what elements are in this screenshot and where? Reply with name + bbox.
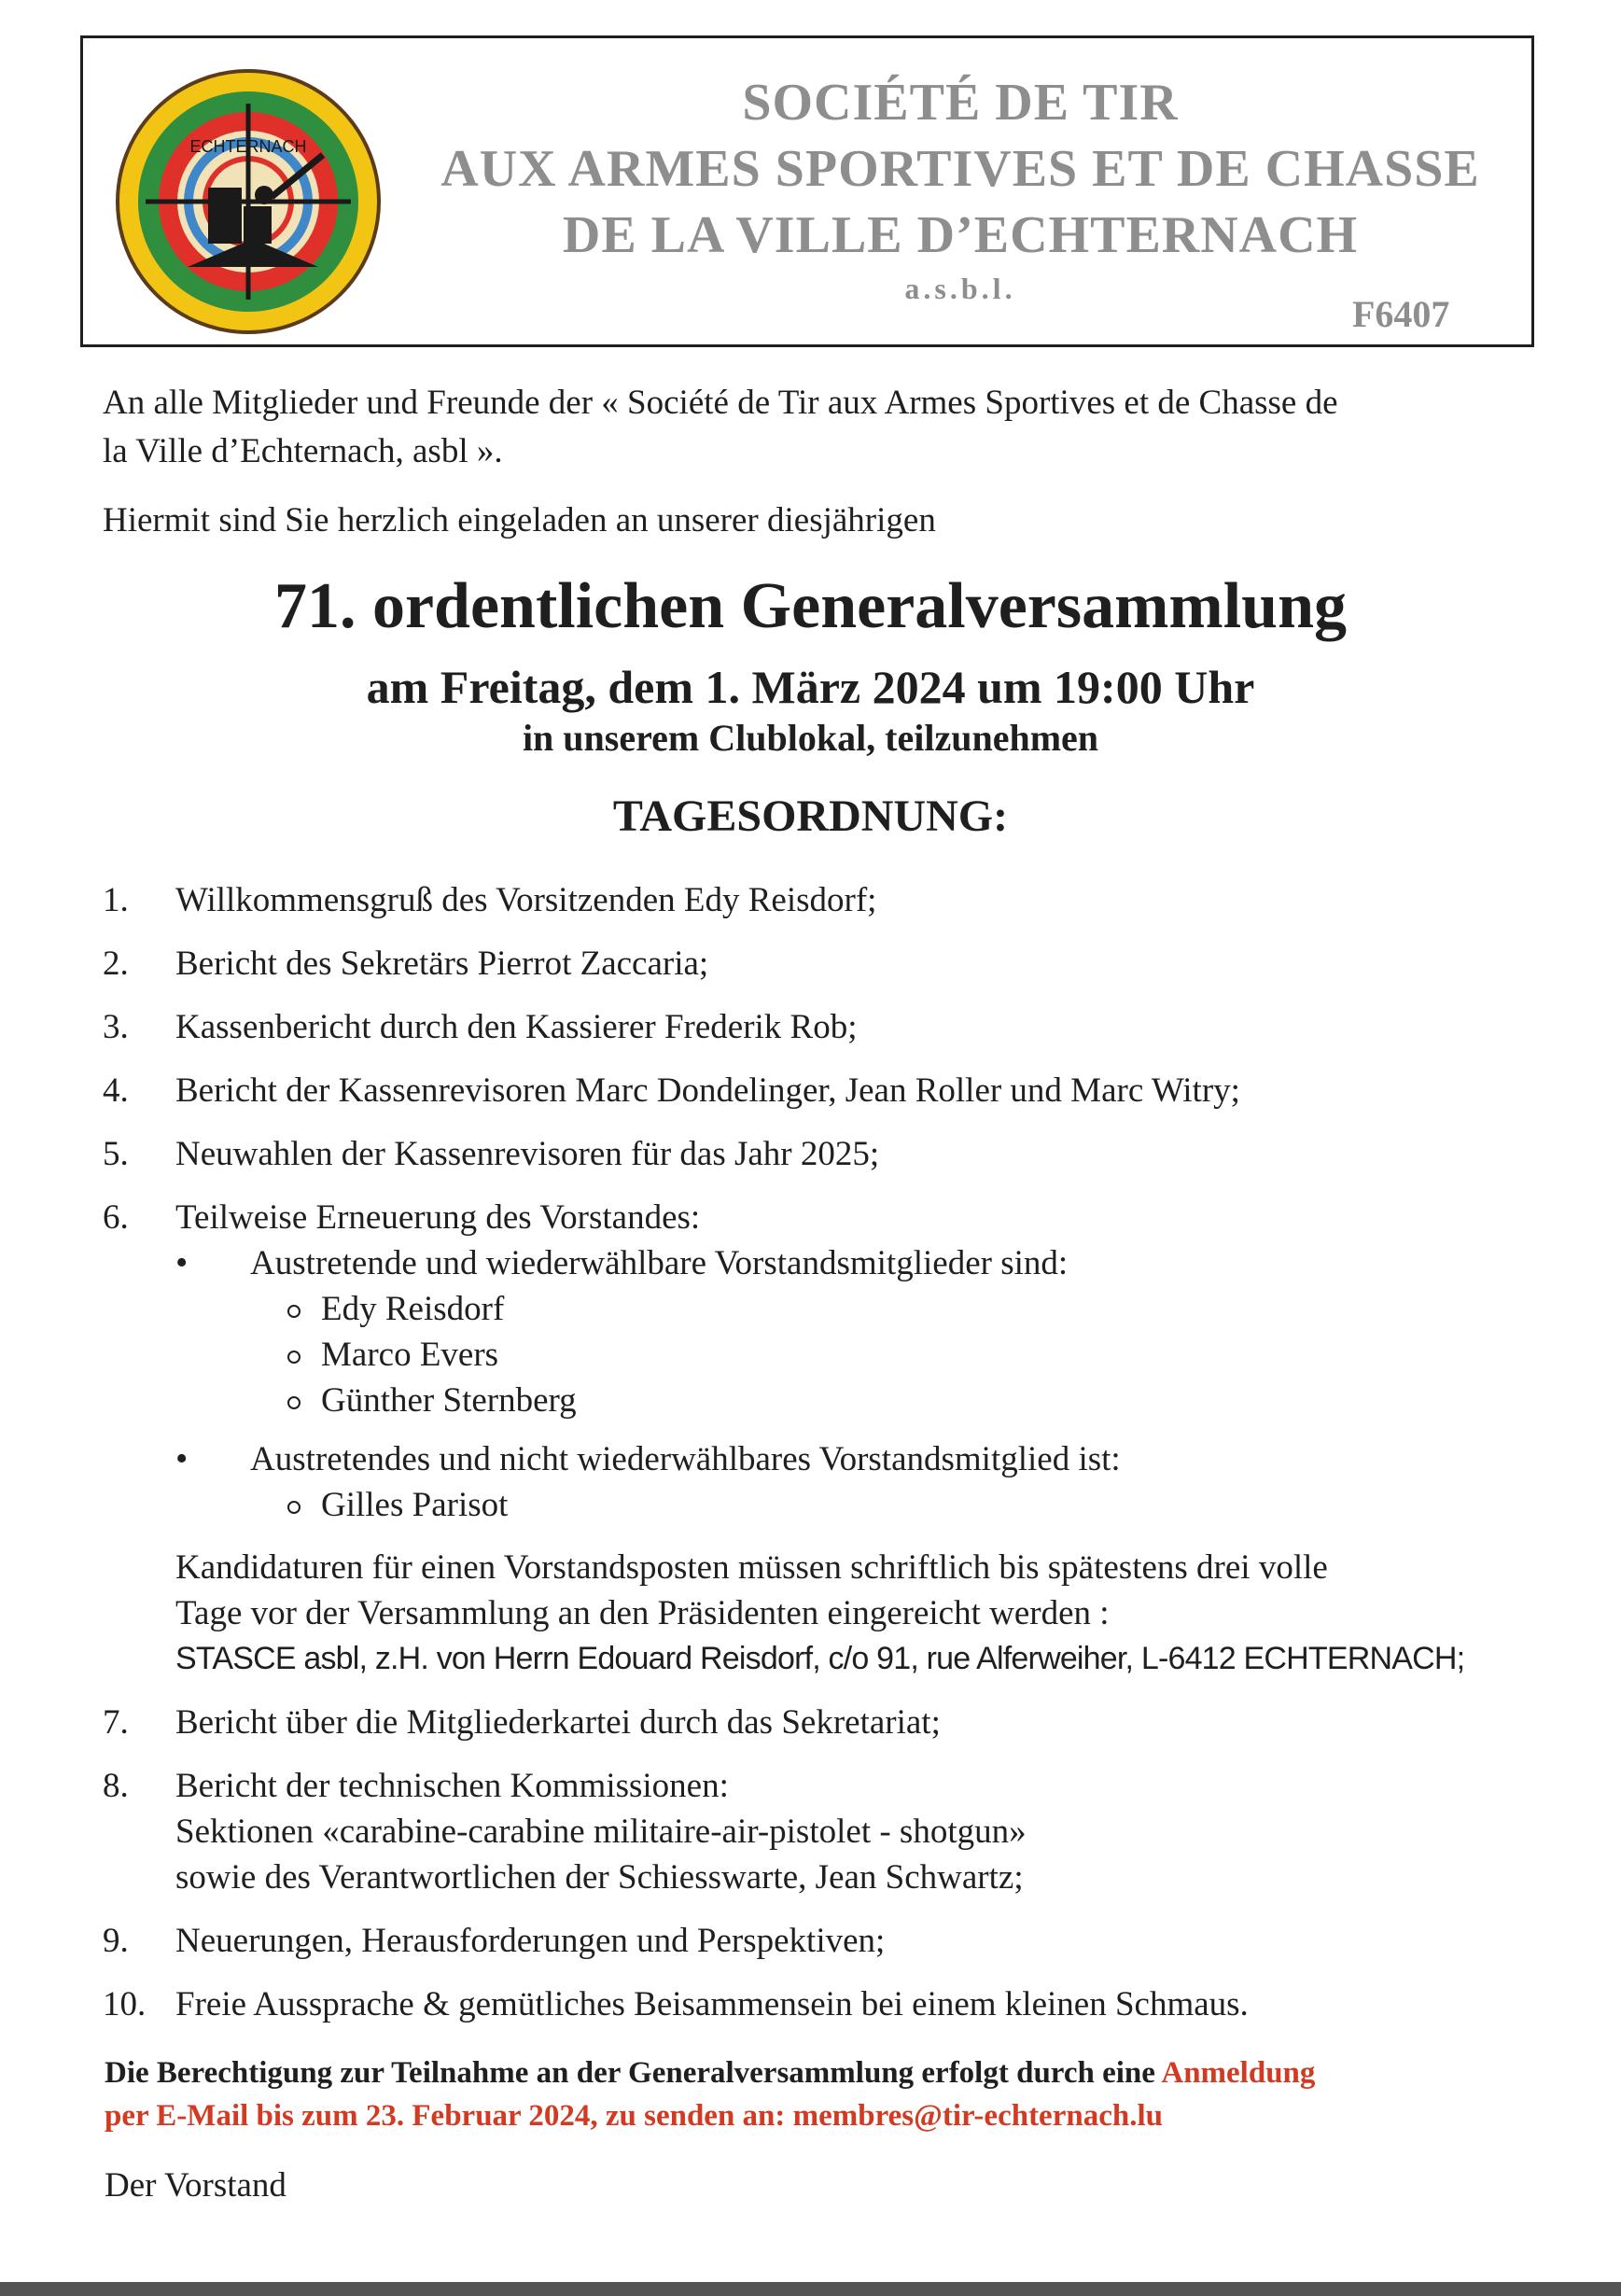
agenda-text-line-2: Sektionen «carabine-carabine militaire-air-pistolet - shotgun» xyxy=(175,1813,1027,1851)
name-list xyxy=(286,1286,1558,1423)
agenda-number: 8. xyxy=(103,1767,129,1805)
agenda-item-9 xyxy=(103,1918,1558,1964)
agenda-text: Bericht des Sekretärs Pierrot Zaccaria; xyxy=(175,945,709,983)
event-date: am Freitag, dem 1. März 2024 um 19:00 Uhr xyxy=(366,661,1255,713)
agenda-number: 5. xyxy=(103,1135,129,1173)
header-box xyxy=(80,35,1534,347)
agenda-text: Kassenbericht durch den Kassierer Frederik Rob; xyxy=(175,1008,858,1046)
logo-text: ECHTERNACH xyxy=(189,137,307,156)
registration-notice xyxy=(105,2051,1560,2137)
member-name: Günther Sternberg xyxy=(286,1378,1558,1423)
member-name: Marco Evers xyxy=(286,1332,1558,1378)
outgoing-not-reelectable xyxy=(175,1436,1558,1528)
invite-line: Hiermit sind Sie herzlich eingeladen an unserer diesjährigen xyxy=(103,501,936,539)
signature: Der Vorstand xyxy=(105,2166,286,2205)
agenda-item-4 xyxy=(103,1068,1558,1113)
asbl-label: a.s.b.l. xyxy=(904,272,1016,305)
agenda-item-8 xyxy=(103,1763,1558,1900)
agenda-number: 3. xyxy=(103,1008,129,1046)
agenda-item-1 xyxy=(103,877,1558,923)
agenda-item-3 xyxy=(103,1004,1558,1050)
agenda-heading: TAGESORDNUNG: xyxy=(612,791,1009,841)
agenda-text: Bericht der Kassenrevisoren Marc Dondelinger, Jean Roller und Marc Witry; xyxy=(175,1071,1240,1110)
bullet-text: Austretendes und nicht wiederwählbares Vorstandsmitglied ist: xyxy=(250,1440,1121,1478)
postal-address: STASCE asbl, z.H. von Herrn Edouard Reisdorf, c/o 91, rue Alferweiher, L-6412 ECHTERNACH; xyxy=(175,1641,1465,1676)
bullet-text: Austretende und wiederwählbare Vorstandsmitglieder sind: xyxy=(250,1244,1069,1282)
agenda-text: Freie Aussprache & gemütliches Beisammensein bei einem kleinen Schmaus. xyxy=(175,1985,1249,2023)
club-logo xyxy=(104,66,393,337)
member-name: Gilles Parisot xyxy=(286,1482,1558,1528)
intro-paragraph xyxy=(103,379,1558,476)
agenda-number: 1. xyxy=(103,881,129,919)
bullet-icon: • xyxy=(175,1243,189,1282)
agenda-text: Bericht der technischen Kommissionen: xyxy=(175,1767,729,1805)
agenda-number: 7. xyxy=(103,1703,129,1742)
outgoing-reelectable xyxy=(175,1240,1558,1423)
agenda-number: 4. xyxy=(103,1071,129,1110)
agenda-number: 10. xyxy=(103,1985,147,2023)
reference-code: F6407 xyxy=(1352,293,1450,335)
event-title: 71. ordentlichen Generalversammlung xyxy=(273,570,1348,642)
event-place: in unserem Clublokal, teilzunehmen xyxy=(522,717,1099,759)
intro-line-1: An alle Mitglieder und Freunde der « Société de Tir aux Armes Sportives et de Chasse de xyxy=(103,384,1338,422)
name-list xyxy=(286,1482,1558,1528)
notice-text: Die Berechtigung zur Teilnahme an der Generalversammlung erfolgt durch eine xyxy=(105,2056,1162,2090)
agenda-item-7 xyxy=(103,1700,1558,1745)
notice-highlight-1: Anmeldung xyxy=(1161,2056,1316,2090)
candidacy-line-2: Tage vor der Versammlung an den Präsidenten eingereicht werden : xyxy=(175,1594,1110,1632)
club-name-line-3: DE LA VILLE D’ECHTERNACH xyxy=(562,206,1359,264)
agenda-text-line-3: sowie des Verantwortlichen der Schiesswarte, Jean Schwartz; xyxy=(175,1858,1024,1897)
candidacy-line-1: Kandidaturen für einen Vorstandsposten müssen schriftlich bis spätestens drei volle xyxy=(175,1548,1328,1587)
club-name-line-2: AUX ARMES SPORTIVES ET DE CHASSE xyxy=(440,140,1480,198)
agenda-item-5 xyxy=(103,1131,1558,1177)
candidacy-note xyxy=(175,1545,1558,1682)
bullet-icon: • xyxy=(175,1439,189,1478)
agenda-item-6 xyxy=(103,1195,1558,1682)
member-name: Edy Reisdorf xyxy=(286,1286,1558,1332)
intro-line-2: la Ville d’Echternach, asbl ». xyxy=(103,432,503,470)
club-name xyxy=(391,70,1530,269)
agenda-text: Neuwahlen der Kassenrevisoren für das Jahr 2025; xyxy=(175,1135,880,1173)
agenda-text: Teilweise Erneuerung des Vorstandes: xyxy=(175,1198,701,1237)
agenda-list xyxy=(103,877,1558,2045)
agenda-number: 6. xyxy=(103,1198,129,1237)
agenda-text: Neuerungen, Herausforderungen und Perspektiven; xyxy=(175,1922,886,1960)
agenda-item-10 xyxy=(103,1981,1558,2027)
agenda-text: Bericht über die Mitgliederkartei durch das Sekretariat; xyxy=(175,1703,941,1742)
scan-edge xyxy=(0,2282,1621,2296)
club-name-line-1: SOCIÉTÉ DE TIR xyxy=(742,74,1179,132)
notice-highlight-2: per E-Mail bis zum 23. Februar 2024, zu senden an: membres@tir-echternach.lu xyxy=(105,2099,1163,2133)
agenda-text: Willkommensgruß des Vorsitzenden Edy Reisdorf; xyxy=(175,881,877,919)
agenda-number: 9. xyxy=(103,1922,129,1960)
agenda-number: 2. xyxy=(103,945,129,983)
agenda-item-2 xyxy=(103,941,1558,987)
